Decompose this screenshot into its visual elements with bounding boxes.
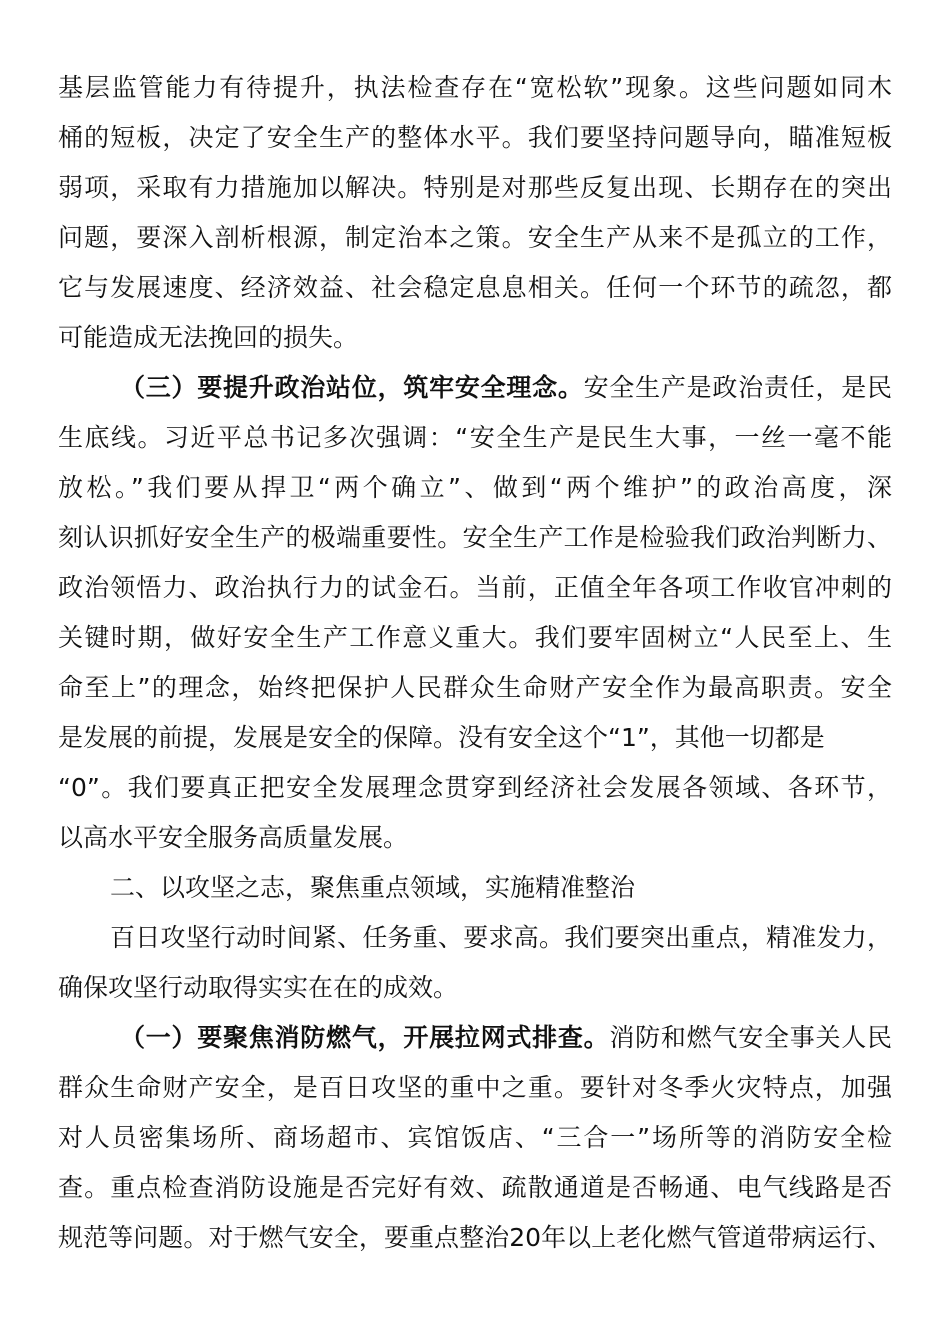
- text-line: 政治领悟力、政治执行力的试金石。当前，正值全年各项工作收官冲刺的: [58, 573, 892, 602]
- document-page: [58, 63, 892, 1263]
- text-line: 命至上”的理念，始终把保护人民群众生命财产安全作为最高职责。安全: [58, 673, 892, 702]
- text-line: 可能造成无法挽回的损失。: [58, 323, 359, 352]
- text-line: 群众生命财产安全，是百日攻坚的重中之重。要针对冬季火灾特点，加强: [58, 1073, 892, 1102]
- text-line: 百日攻坚行动时间紧、任务重、要求高。我们要突出重点，精准发力，: [110, 923, 892, 952]
- text-line: “0”。我们要真正把安全发展理念贯穿到经济社会发展各领域、各环节，: [58, 773, 892, 802]
- text-line: 以高水平安全服务高质量发展。: [58, 823, 409, 852]
- text-line: 确保攻坚行动取得实实在在的成效。: [58, 973, 459, 1002]
- text-line: 放松。”我们要从捍卫“两个确立”、做到“两个维护”的政治高度，深: [58, 473, 892, 502]
- text-line: 基层监管能力有待提升，执法检查存在“宽松软”现象。这些问题如同木: [58, 73, 892, 102]
- text-line: 问题，要深入剖析根源，制定治本之策。安全生产从来不是孤立的工作，: [58, 223, 892, 252]
- section-heading-3: （三）要提升政治站位，筑牢安全理念。: [120, 373, 584, 402]
- text-line: 生底线。习近平总书记多次强调：“安全生产是民生大事，一丝一毫不能: [58, 423, 892, 452]
- section-heading-line: [58, 1013, 892, 1063]
- text-span: 消防和燃气安全事关人民: [609, 1023, 892, 1052]
- section-heading-1: （一）要聚焦消防燃气，开展拉网式排查。: [120, 1023, 610, 1052]
- text-line: 它与发展速度、经济效益、社会稳定息息相关。任何一个环节的疏忽，都: [58, 273, 892, 302]
- text-line: 规范等问题。对于燃气安全，要重点整治20年以上老化燃气管道带病运行、: [58, 1223, 892, 1252]
- text-line: 刻认识抓好安全生产的极端重要性。安全生产工作是检验我们政治判断力、: [58, 523, 892, 552]
- chapter-heading: 二、以攻坚之志，聚焦重点领域，实施精准整治: [110, 873, 636, 902]
- text-line: 查。重点检查消防设施是否完好有效、疏散通道是否畅通、电气线路是否: [58, 1173, 892, 1202]
- text-line: 弱项，采取有力措施加以解决。特别是对那些反复出现、长期存在的突出: [58, 173, 892, 202]
- text-line: 桶的短板，决定了安全生产的整体水平。我们要坚持问题导向，瞄准短板: [58, 123, 892, 152]
- text-line: 对人员密集场所、商场超市、宾馆饭店、“三合一”场所等的消防安全检: [58, 1123, 892, 1152]
- text-line: 关键时期，做好安全生产工作意义重大。我们要牢固树立“人民至上、生: [58, 623, 892, 652]
- section-heading-line: [58, 363, 892, 413]
- text-line: 是发展的前提，发展是安全的保障。没有安全这个“1”，其他一切都是: [58, 723, 825, 752]
- text-span: 安全生产是政治责任，是民: [583, 373, 892, 402]
